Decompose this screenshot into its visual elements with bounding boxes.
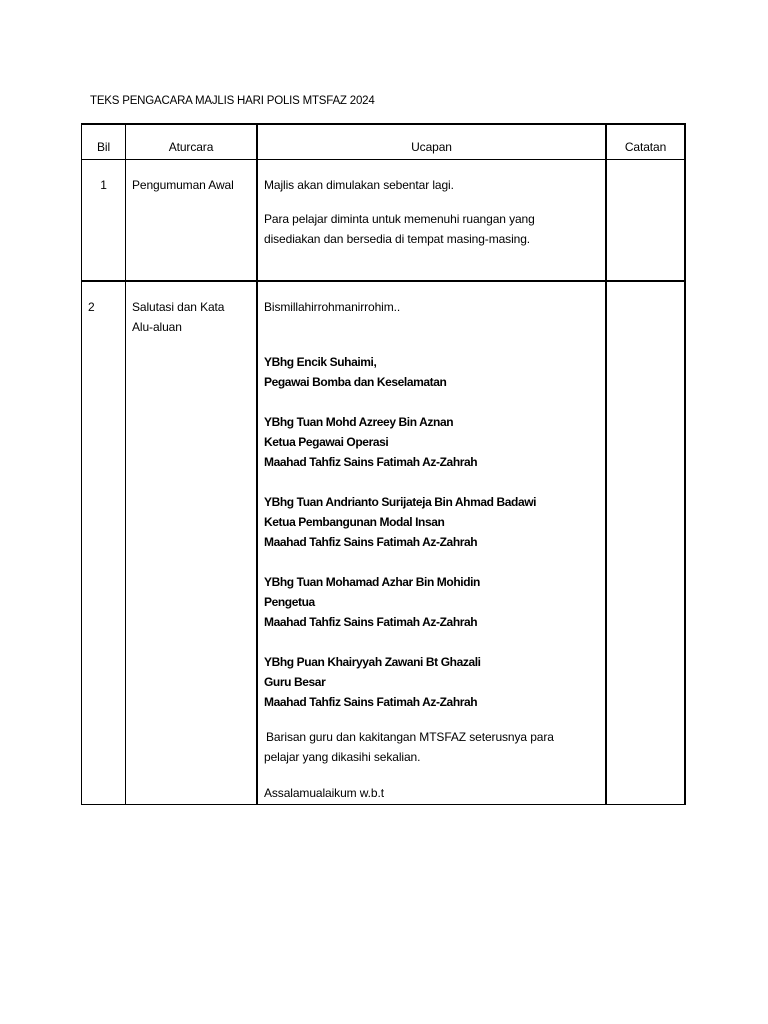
ucapan-line: Bismillahirrohmanirrohim.. xyxy=(264,300,401,314)
header-aturcara: Aturcara xyxy=(126,123,258,160)
salutation-block xyxy=(264,572,599,632)
cell-ucapan xyxy=(258,160,607,282)
ucapan-line: disediakan dan bersedia di tempat masing-masing. xyxy=(264,232,531,246)
salutation-line: YBhg Encik Suhaimi, xyxy=(264,355,377,369)
ucapan-line: Assalamualaikum w.b.t xyxy=(264,786,384,800)
salutation-line: Ketua Pembangunan Modal Insan xyxy=(264,515,445,529)
row-number: 2 xyxy=(88,300,95,314)
ucapan-paragraph xyxy=(264,175,599,195)
cell-catatan xyxy=(607,282,686,805)
cell-aturcara xyxy=(126,282,258,805)
cell-catatan xyxy=(607,160,686,282)
aturcara-line: Alu-aluan xyxy=(132,320,182,334)
ucapan-paragraph xyxy=(264,209,599,249)
aturcara-line: Salutasi dan Kata xyxy=(132,300,225,314)
header-catatan: Catatan xyxy=(607,123,686,160)
document-title: TEKS PENGACARA MAJLIS HARI POLIS MTSFAZ 2024 xyxy=(90,95,375,107)
ucapan-paragraph xyxy=(264,783,599,803)
ucapan-line: pelajar yang dikasihi sekalian. xyxy=(264,750,421,764)
cell-bil xyxy=(81,160,126,282)
salutation-line: YBhg Tuan Mohamad Azhar Bin Mohidin xyxy=(264,575,480,589)
header-bil: Bil xyxy=(81,123,126,160)
cell-aturcara xyxy=(126,160,258,282)
aturcara-line: Pengumuman Awal xyxy=(132,178,234,192)
salutation-line: Maahad Tahfiz Sains Fatimah Az-Zahrah xyxy=(264,455,478,469)
salutation-line: Pengetua xyxy=(264,595,315,609)
salutation-line: Maahad Tahfiz Sains Fatimah Az-Zahrah xyxy=(264,535,478,549)
salutation-block xyxy=(264,352,599,392)
cell-bil xyxy=(81,282,126,805)
ucapan-line: Para pelajar diminta untuk memenuhi ruangan yang xyxy=(264,212,535,226)
ucapan-paragraph xyxy=(264,727,599,767)
header-ucapan: Ucapan xyxy=(258,123,607,160)
row-number: 1 xyxy=(100,178,107,192)
ucapan-line: Majlis akan dimulakan sebentar lagi. xyxy=(264,178,454,192)
salutation-line: Pegawai Bomba dan Keselamatan xyxy=(264,375,447,389)
salutation-line: YBhg Tuan Mohd Azreey Bin Aznan xyxy=(264,415,454,429)
salutation-line: Guru Besar xyxy=(264,675,326,689)
salutation-line: YBhg Tuan Andrianto Surijateja Bin Ahmad Badawi xyxy=(264,495,537,509)
salutation-line: YBhg Puan Khairyyah Zawani Bt Ghazali xyxy=(264,655,481,669)
cell-ucapan xyxy=(258,282,607,805)
ucapan-paragraph xyxy=(264,297,599,317)
salutation-line: Maahad Tahfiz Sains Fatimah Az-Zahrah xyxy=(264,615,478,629)
salutation-block xyxy=(264,492,599,552)
salutation-line: Maahad Tahfiz Sains Fatimah Az-Zahrah xyxy=(264,695,478,709)
salutation-block xyxy=(264,652,599,712)
programme-table xyxy=(81,123,686,805)
salutation-block xyxy=(264,412,599,472)
ucapan-line: Barisan guru dan kakitangan MTSFAZ seterusnya para xyxy=(266,730,554,744)
salutation-line: Ketua Pegawai Operasi xyxy=(264,435,389,449)
